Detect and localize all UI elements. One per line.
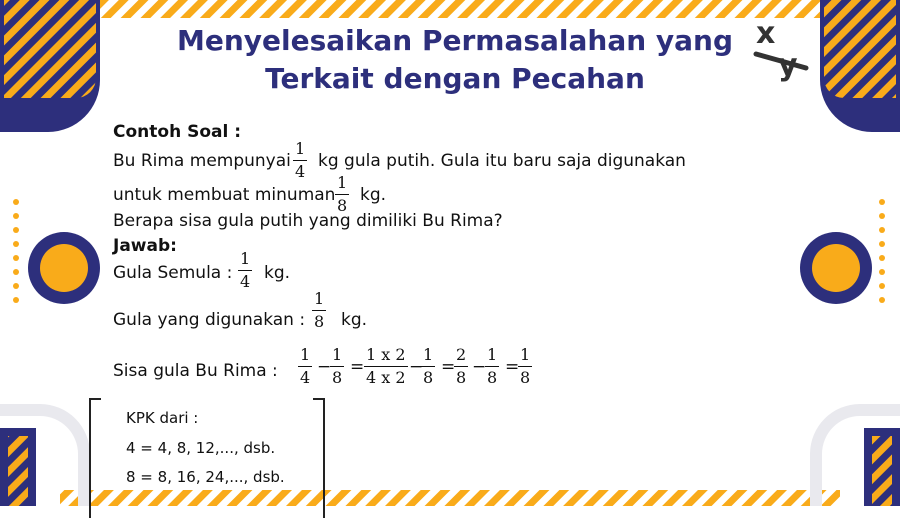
contoh-line2-b: kg. xyxy=(360,185,387,205)
contoh-heading: Contoh Soal : xyxy=(113,122,242,142)
gula-digunakan-unit: kg. xyxy=(341,310,368,330)
gula-semula-frac xyxy=(238,250,252,291)
gula-digunakan-den: 8 xyxy=(314,312,325,331)
page-title-line2: Terkait dengan Pecahan xyxy=(265,62,645,95)
eq-equals-3: = xyxy=(505,357,520,377)
eq-frac-2-den: 8 xyxy=(332,368,343,387)
contoh-frac1 xyxy=(293,140,307,181)
gula-semula-den: 4 xyxy=(240,272,251,291)
eq-frac-7-num: 1 xyxy=(520,345,531,364)
gula-digunakan-frac xyxy=(312,290,326,331)
eq-minus-2: − xyxy=(409,357,424,377)
eq-frac-4-den: 8 xyxy=(423,368,434,387)
eq-frac-4 xyxy=(421,346,435,387)
eq-frac-6 xyxy=(485,346,499,387)
contoh-frac2-den: 8 xyxy=(337,196,348,215)
gula-semula-label: Gula Semula : xyxy=(113,263,233,283)
eq-equals-2: = xyxy=(441,357,456,377)
eq-equals-1: = xyxy=(350,357,365,377)
page-title xyxy=(140,22,770,98)
eq-minus-1: − xyxy=(317,357,332,377)
eq-frac-1 xyxy=(298,346,312,387)
contoh-frac1-den: 4 xyxy=(295,162,306,181)
fraction-logo-y: y xyxy=(778,48,798,83)
contoh-frac2-num: 1 xyxy=(337,173,348,192)
contoh-line1-a: Bu Rima mempunyai xyxy=(113,151,291,171)
contoh-line3: Berapa sisa gula putih yang dimiliki Bu Rima? xyxy=(113,211,503,231)
gula-digunakan-label: Gula yang digunakan : xyxy=(113,310,306,330)
contoh-line2-a: untuk membuat minuman xyxy=(113,185,336,205)
contoh-line1-b: kg gula putih. Gula itu baru saja digunakan xyxy=(318,151,686,171)
kpk-title: KPK dari : xyxy=(126,409,199,427)
contoh-frac1-num: 1 xyxy=(295,139,306,158)
eq-frac-3 xyxy=(364,346,408,387)
eq-frac-7 xyxy=(518,346,532,387)
eq-frac-2-num: 1 xyxy=(332,345,343,364)
sisa-gula-label: Sisa gula Bu Rima : xyxy=(113,361,278,381)
eq-frac-5-den: 8 xyxy=(456,368,467,387)
kpk-box xyxy=(89,398,325,518)
eq-frac-3-num: 1 x 2 xyxy=(366,345,406,364)
top-stripe-band xyxy=(100,0,820,18)
kpk-line-8: 8 = 8, 16, 24,..., dsb. xyxy=(126,468,285,486)
eq-frac-6-den: 8 xyxy=(487,368,498,387)
eq-minus-3: − xyxy=(472,357,487,377)
eq-frac-1-den: 4 xyxy=(300,368,311,387)
jawab-heading: Jawab: xyxy=(113,236,177,256)
eq-frac-2 xyxy=(330,346,344,387)
contoh-frac2 xyxy=(335,174,349,215)
eq-frac-6-num: 1 xyxy=(487,345,498,364)
gula-semula-unit: kg. xyxy=(264,263,291,283)
gula-semula-num: 1 xyxy=(240,249,251,268)
fraction-logo-x: x xyxy=(756,16,776,51)
gula-digunakan-num: 1 xyxy=(314,289,325,308)
eq-frac-4-num: 1 xyxy=(423,345,434,364)
right-dots xyxy=(879,199,885,303)
eq-frac-5-num: 2 xyxy=(456,345,467,364)
eq-frac-7-den: 8 xyxy=(520,368,531,387)
kpk-line-4: 4 = 4, 8, 12,..., dsb. xyxy=(126,439,276,457)
left-dots xyxy=(13,199,19,303)
page-title-line1: Menyelesaikan Permasalahan yang xyxy=(176,24,734,57)
eq-frac-1-num: 1 xyxy=(300,345,311,364)
eq-frac-5 xyxy=(454,346,468,387)
eq-frac-3-den: 4 x 2 xyxy=(366,368,406,387)
